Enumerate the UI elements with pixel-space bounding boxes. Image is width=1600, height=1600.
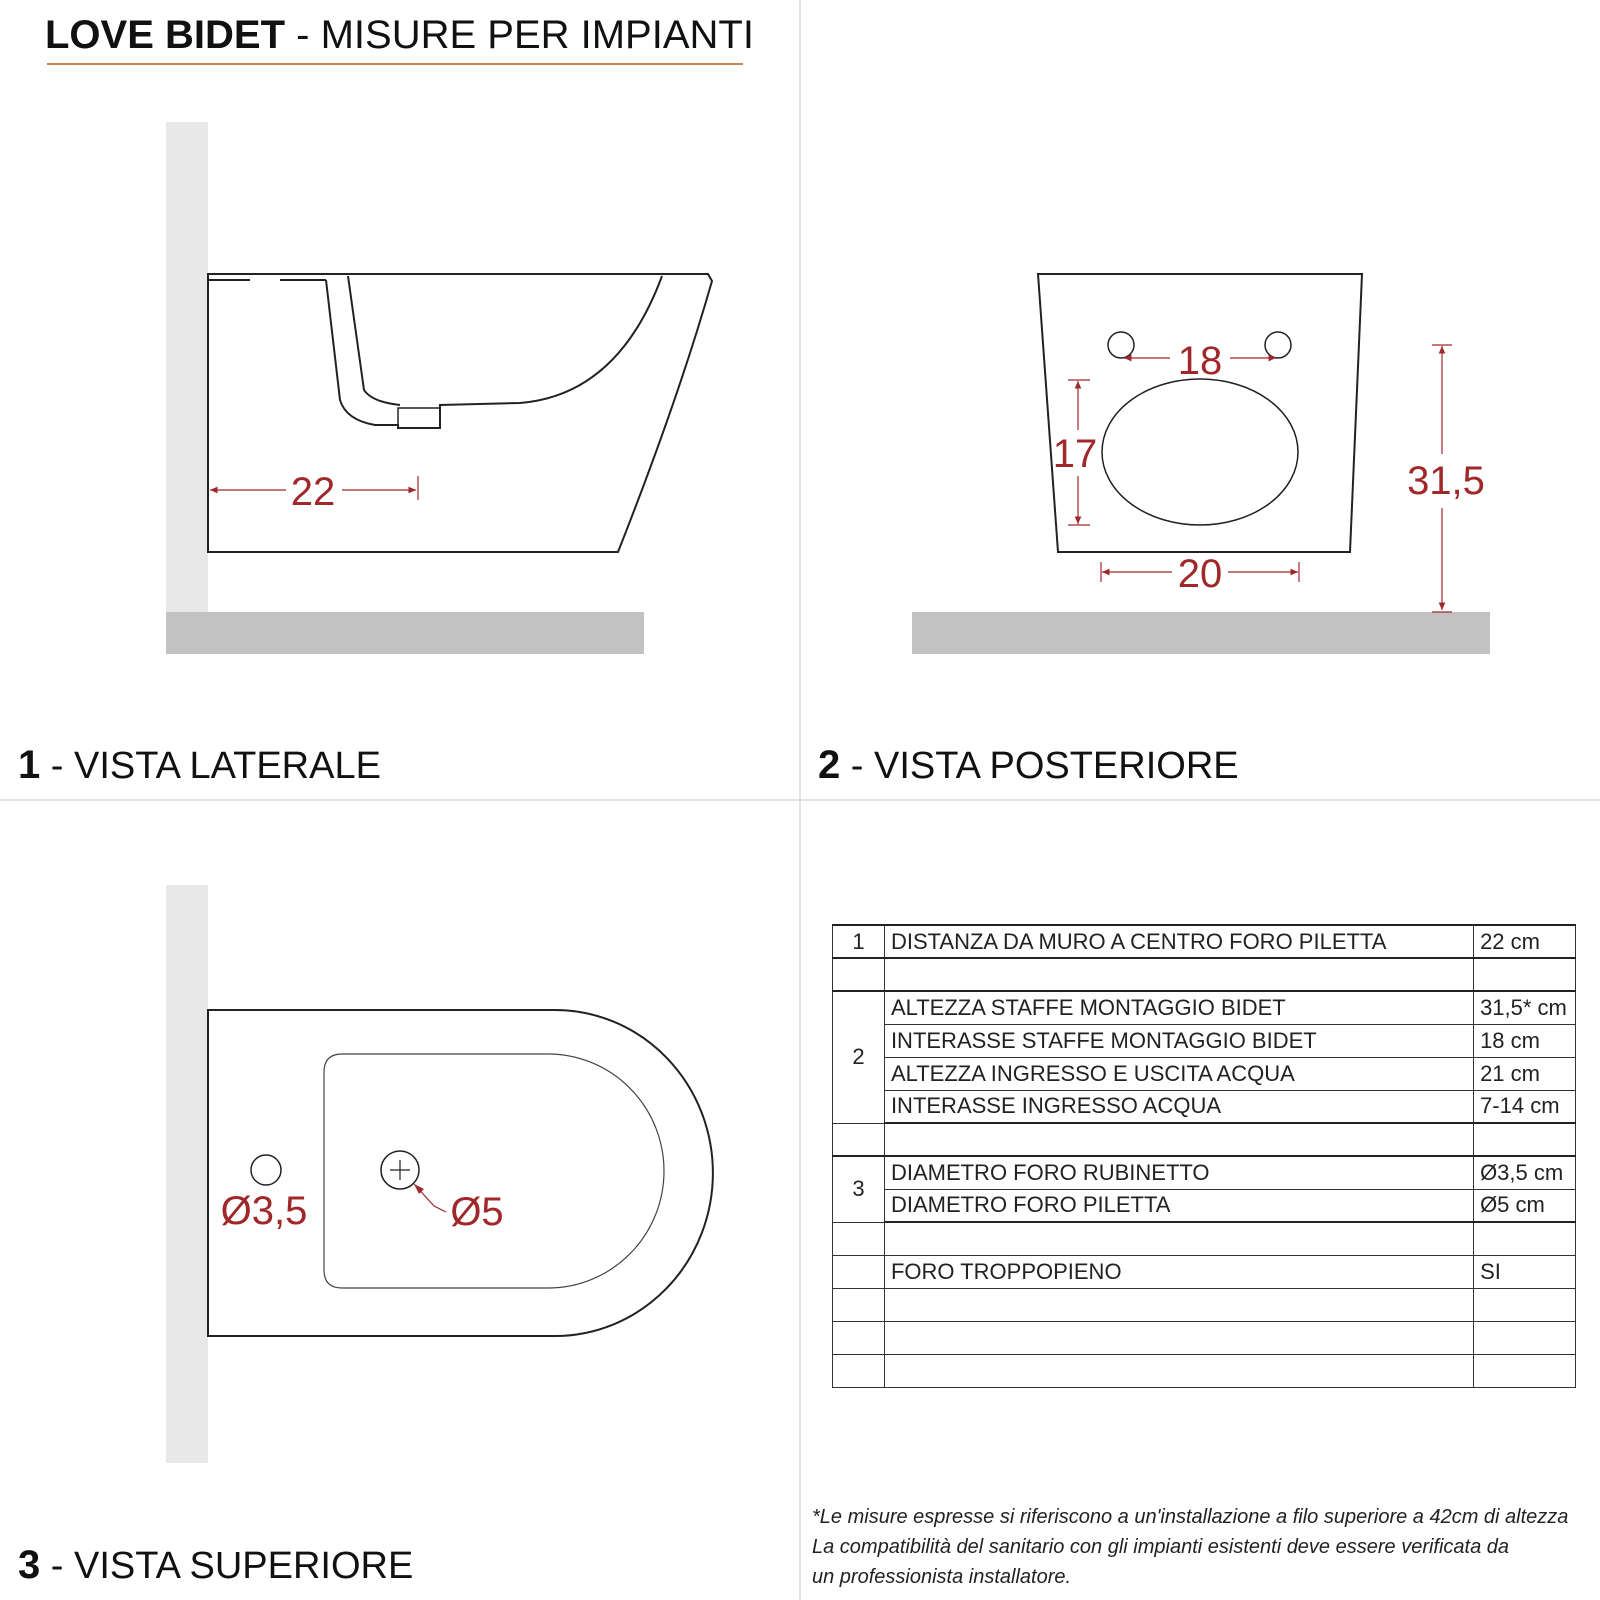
- row-description: [884, 1288, 1473, 1321]
- dim-label-17: 17: [1052, 432, 1098, 476]
- table-row: [833, 925, 1576, 958]
- table-row: [833, 1288, 1576, 1321]
- top-view: [166, 885, 713, 1463]
- row-description: INTERASSE STAFFE MONTAGGIO BIDET: [884, 1024, 1473, 1057]
- bidet-top-outline: [208, 1010, 713, 1336]
- row-value: [1474, 1222, 1576, 1255]
- dim-label-tap-hole: Ø3,5: [220, 1189, 308, 1233]
- row-number: [833, 1222, 885, 1255]
- side-view: [166, 122, 712, 654]
- table-row: [833, 958, 1576, 991]
- row-value: SI: [1474, 1255, 1576, 1288]
- note-line: La compatibilità del sanitario con gli impianti esistenti deve essere verificata da: [812, 1536, 1510, 1558]
- note-line: un professionista installatore.: [812, 1566, 1072, 1588]
- title-product: LOVE BIDET: [45, 13, 286, 57]
- bidet-side-outline: [208, 274, 712, 552]
- page-title: [45, 13, 754, 57]
- table-row: [833, 1255, 1576, 1288]
- row-value: Ø3,5 cm: [1474, 1156, 1576, 1189]
- panel-2-title: 2 - VISTA POSTERIORE: [818, 743, 1239, 787]
- dim-label-drain-hole: Ø5: [450, 1190, 504, 1234]
- title-subtitle: - MISURE PER IMPIANTI: [285, 13, 754, 57]
- row-number: [833, 1123, 885, 1156]
- table-row: [833, 1189, 1576, 1222]
- row-value: [1474, 1123, 1576, 1156]
- row-description: DISTANZA DA MURO A CENTRO FORO PILETTA: [884, 925, 1473, 958]
- rear-view: [912, 274, 1490, 654]
- dim-label-20: 20: [1177, 552, 1223, 596]
- row-description: DIAMETRO FORO RUBINETTO: [884, 1156, 1473, 1189]
- row-description: ALTEZZA STAFFE MONTAGGIO BIDET: [884, 991, 1473, 1024]
- row-value: [1474, 958, 1576, 991]
- disclaimer-note: [812, 1502, 1600, 1592]
- dim-label-315: 31,5: [1407, 459, 1485, 503]
- row-value: 18 cm: [1474, 1024, 1576, 1057]
- table-row: [833, 991, 1576, 1024]
- spec-table: [832, 924, 1576, 1388]
- row-value: 31,5* cm: [1474, 991, 1576, 1024]
- wall: [166, 885, 208, 1463]
- table-row: [833, 1057, 1576, 1090]
- row-number: [833, 1321, 885, 1354]
- row-description: [884, 1354, 1473, 1387]
- group-number: 2: [833, 991, 885, 1123]
- row-number: [833, 1288, 885, 1321]
- table-row: [833, 1321, 1576, 1354]
- row-description: ALTEZZA INGRESSO E USCITA ACQUA: [884, 1057, 1473, 1090]
- floor: [166, 612, 644, 654]
- table-row: [833, 1156, 1576, 1189]
- row-description: DIAMETRO FORO PILETTA: [884, 1189, 1473, 1222]
- row-number: [833, 1354, 885, 1387]
- row-description: [884, 1123, 1473, 1156]
- row-description: [884, 1222, 1473, 1255]
- row-description: [884, 958, 1473, 991]
- row-value: [1474, 1321, 1576, 1354]
- row-number: [833, 958, 885, 991]
- table-row: [833, 1024, 1576, 1057]
- table-row: [833, 1123, 1576, 1156]
- row-description: [884, 1321, 1473, 1354]
- group-number: 3: [833, 1156, 885, 1222]
- floor: [912, 612, 1490, 654]
- row-value: [1474, 1288, 1576, 1321]
- dim-label-18: 18: [1177, 339, 1223, 383]
- row-number: [833, 1255, 885, 1288]
- row-description: INTERASSE INGRESSO ACQUA: [884, 1090, 1473, 1123]
- bidet-rear-outline: [1038, 274, 1362, 552]
- table-row: [833, 1222, 1576, 1255]
- row-value: Ø5 cm: [1474, 1189, 1576, 1222]
- dim-label-22: 22: [290, 470, 336, 514]
- row-value: [1474, 1354, 1576, 1387]
- panel-1-title: 1 - VISTA LATERALE: [18, 743, 381, 787]
- wall: [166, 122, 208, 612]
- row-value: 21 cm: [1474, 1057, 1576, 1090]
- row-description: FORO TROPPOPIENO: [884, 1255, 1473, 1288]
- note-line: *Le misure espresse si riferiscono a un'installazione a filo superiore a 42cm di altezza: [812, 1506, 1569, 1528]
- row-value: 7-14 cm: [1474, 1090, 1576, 1123]
- panel-3-title: 3 - VISTA SUPERIORE: [18, 1543, 414, 1587]
- table-row: [833, 1090, 1576, 1123]
- row-number: 1: [833, 925, 885, 958]
- table-row: [833, 1354, 1576, 1387]
- row-value: 22 cm: [1474, 925, 1576, 958]
